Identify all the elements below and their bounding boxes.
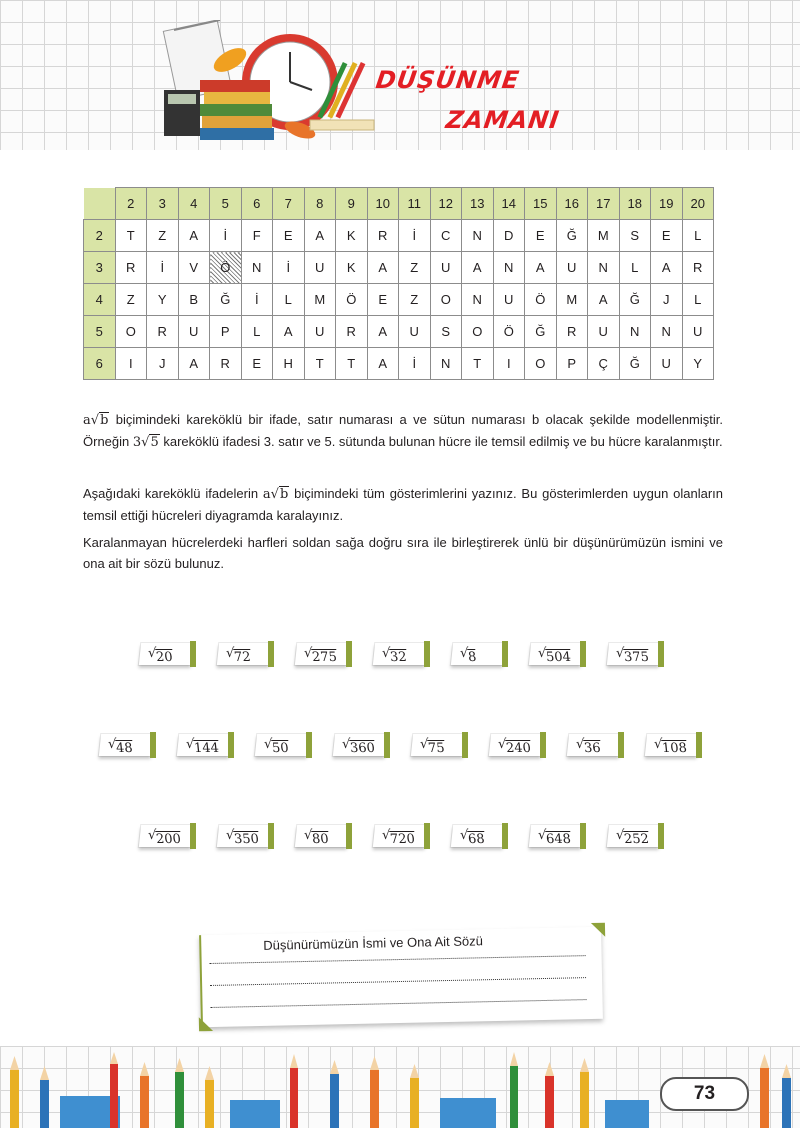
grid-cell: A (178, 348, 210, 380)
grid-cell: E (241, 348, 273, 380)
grid-cell: Z (399, 252, 431, 284)
grid-cell: O (430, 284, 462, 316)
grid-cell: K (336, 220, 368, 252)
grid-cell: N (462, 284, 494, 316)
radical-card: √ 8 (451, 643, 505, 665)
corner-accent (199, 1017, 213, 1031)
grid-cell: Z (147, 220, 179, 252)
grid-column-header: 13 (462, 188, 494, 220)
grid-cell: I (493, 348, 525, 380)
grid-cell: A (588, 284, 620, 316)
radical-card: √ 48 (99, 734, 153, 756)
pencil-icon (760, 1054, 769, 1128)
pencil-icon (175, 1058, 184, 1128)
pencil-icon (40, 1066, 49, 1128)
grid-cell: E (367, 284, 399, 316)
instruction-paragraph-2: Aşağıdaki kareköklü ifadelerin a√b biçimindeki tüm gösterimlerini yazınız. Bu gösterimlerden uygun olanların temsil ettiği hücreleri diyagramda karalayınız. (83, 486, 723, 523)
page-number: 73 (660, 1077, 749, 1111)
grid-cell: Y (147, 284, 179, 316)
radical-card: √ 68 (451, 825, 505, 847)
grid-cell: R (336, 316, 368, 348)
grid-cell: İ (399, 348, 431, 380)
pencil-icon (545, 1062, 554, 1128)
grid-cell: Y (682, 348, 714, 380)
instruction-paragraph-1: a√b biçimindeki kareköklü bir ifade, satır numarası a ve sütun numarası b olacak şekilde modellenmiştir. Örneğin 3√5 kareköklü ifadesi 3. satır ve 5. sütunda bulunan hücre ile temsil edilmiş ve bu hücre karalanmıştır. (83, 412, 723, 450)
grid-cell: İ (147, 252, 179, 284)
radical-card: √ 350 (217, 825, 271, 847)
grid-cell: L (619, 252, 651, 284)
answer-line[interactable] (210, 955, 586, 964)
grid-column-header: 6 (241, 188, 273, 220)
page-title-line1: DÜŞÜNME (374, 66, 522, 94)
grid-cell: Ğ (210, 284, 242, 316)
grid-cell: T (115, 220, 147, 252)
grid-cell: R (147, 316, 179, 348)
ruler-icon (230, 1100, 280, 1128)
grid-cell: P (210, 316, 242, 348)
radical-expression: a√b (83, 413, 109, 428)
grid-column-header: 8 (304, 188, 336, 220)
pencil-icon (410, 1064, 419, 1128)
grid-cell: E (273, 220, 305, 252)
grid-cell: Ö (525, 284, 557, 316)
grid-cell: A (525, 252, 557, 284)
grid-column-header: 12 (430, 188, 462, 220)
grid-cell: L (273, 284, 305, 316)
radical-expression: a√b (262, 487, 289, 502)
answer-box (199, 927, 603, 1027)
corner-accent (591, 923, 605, 937)
grid-column-header: 9 (336, 188, 368, 220)
pencil-icon (370, 1056, 379, 1128)
page-title-line2: ZAMANI (444, 106, 562, 134)
pencil-icon (510, 1052, 518, 1128)
grid-cell: M (556, 284, 588, 316)
grid-cell: C (430, 220, 462, 252)
grid-cell: İ (241, 284, 273, 316)
grid-cell: S (619, 220, 651, 252)
grid-column-header: 11 (399, 188, 431, 220)
grid-cell: U (588, 316, 620, 348)
grid-cell: H (273, 348, 305, 380)
grid-column-header: 5 (210, 188, 242, 220)
grid-cell: U (430, 252, 462, 284)
grid-row-header: 3 (84, 252, 116, 284)
grid-cell: İ (210, 220, 242, 252)
grid-corner (84, 188, 116, 220)
radical-card: √ 108 (645, 734, 699, 756)
grid-cell: M (588, 220, 620, 252)
radical-card: √ 240 (489, 734, 543, 756)
ruler-icon (310, 120, 374, 130)
grid-cell: T (462, 348, 494, 380)
grid-column-header: 3 (147, 188, 179, 220)
radical-card: √ 144 (177, 734, 231, 756)
grid-cell: D (493, 220, 525, 252)
grid-column-header: 15 (525, 188, 557, 220)
grid-cell: N (651, 316, 683, 348)
instruction-paragraph-3: Karalanmayan hücrelerdeki harfleri soldan sağa doğru sıra ile birleştirerek ünlü bir düşünürümüzün ismini ve ona ait bir sözü bulunuz. (83, 535, 723, 571)
grid-row (84, 252, 714, 284)
pencil-icon (205, 1066, 214, 1128)
radical-card: √ 360 (333, 734, 387, 756)
grid-cell: L (682, 220, 714, 252)
grid-cell: M (304, 284, 336, 316)
radical-card: √ 80 (295, 825, 349, 847)
grid-cell: E (651, 220, 683, 252)
school-supplies-illustration (160, 20, 380, 145)
pencil-icon (580, 1058, 589, 1128)
grid-cell: Ğ (556, 220, 588, 252)
radical-card: √ 36 (567, 734, 621, 756)
ruler-icon (605, 1100, 649, 1128)
grid-row (84, 284, 714, 316)
grid-row-header: 2 (84, 220, 116, 252)
radical-card: √ 375 (607, 643, 661, 665)
radical-card: √ 50 (255, 734, 309, 756)
grid-cell: Z (115, 284, 147, 316)
grid-cell: L (682, 284, 714, 316)
grid-cell: U (178, 316, 210, 348)
radical-card: √ 504 (529, 643, 583, 665)
grid-cell: N (588, 252, 620, 284)
grid-cell: A (367, 316, 399, 348)
ruler-icon (440, 1098, 496, 1128)
grid-cell: A (651, 252, 683, 284)
grid-column-header: 16 (556, 188, 588, 220)
grid-cell: İ (399, 220, 431, 252)
grid-cell: A (367, 252, 399, 284)
grid-cell: N (462, 220, 494, 252)
grid-cell: A (304, 220, 336, 252)
grid-cell: N (241, 252, 273, 284)
grid-cell: İ (273, 252, 305, 284)
grid-cell: J (147, 348, 179, 380)
grid-column-header: 2 (115, 188, 147, 220)
grid-cell: R (115, 252, 147, 284)
grid-cell: Ğ (619, 348, 651, 380)
grid-cell: Z (399, 284, 431, 316)
grid-cell: U (304, 252, 336, 284)
pencil-icon (290, 1054, 298, 1128)
letter-grid (83, 187, 714, 380)
pencil-icon (330, 1060, 339, 1128)
grid-column-header-row (84, 188, 714, 220)
grid-cell: V (178, 252, 210, 284)
grid-cell: T (304, 348, 336, 380)
pencil-icon (110, 1052, 118, 1128)
radical-card: √ 72 (217, 643, 271, 665)
radical-card: √ 648 (529, 825, 583, 847)
radical-card: √ 20 (139, 643, 193, 665)
grid-column-header: 14 (493, 188, 525, 220)
grid-cell: U (399, 316, 431, 348)
radical-card: √ 720 (373, 825, 427, 847)
grid-cell: O (525, 348, 557, 380)
grid-cell: P (556, 348, 588, 380)
grid-cell: A (462, 252, 494, 284)
grid-column-header: 7 (273, 188, 305, 220)
grid-column-header: 10 (367, 188, 399, 220)
radical-card: √ 32 (373, 643, 427, 665)
grid-cell: U (682, 316, 714, 348)
grid-column-header: 20 (682, 188, 714, 220)
grid-cell: R (210, 348, 242, 380)
grid-cell: E (525, 220, 557, 252)
grid-cell: Ç (588, 348, 620, 380)
pencil-icon (782, 1064, 791, 1128)
grid-column-header: 19 (651, 188, 683, 220)
grid-cell: A (367, 348, 399, 380)
grid-cell: N (430, 348, 462, 380)
grid-cell: Ğ (525, 316, 557, 348)
grid-row-header: 6 (84, 348, 116, 380)
grid-cell: R (556, 316, 588, 348)
radical-card: √ 200 (139, 825, 193, 847)
pencil-icon (10, 1056, 19, 1128)
grid-cell: A (273, 316, 305, 348)
answer-line[interactable] (211, 999, 587, 1008)
answer-box-title: Düşünürümüzün İsmi ve Ona Ait Sözü (263, 933, 484, 953)
pencil-icon (140, 1062, 149, 1128)
radical-card: √ 75 (411, 734, 465, 756)
grid-cell: J (651, 284, 683, 316)
grid-cell: K (336, 252, 368, 284)
grid-cell: R (367, 220, 399, 252)
grid-cell: O (462, 316, 494, 348)
grid-cell: L (241, 316, 273, 348)
answer-line[interactable] (210, 977, 586, 986)
grid-cell: Ö (493, 316, 525, 348)
radical-example: 3√5 (132, 435, 159, 450)
grid-cell: Ö (336, 284, 368, 316)
radical-card: √ 252 (607, 825, 661, 847)
books-stack-icon (198, 80, 274, 140)
grid-row (84, 316, 714, 348)
radical-card: √ 275 (295, 643, 349, 665)
grid-cell: F (241, 220, 273, 252)
grid-cell: T (336, 348, 368, 380)
grid-row (84, 348, 714, 380)
grid-cell: U (493, 284, 525, 316)
grid-cell: S (430, 316, 462, 348)
grid-cell-shaded: Ö (210, 252, 242, 284)
grid-cell: I (115, 348, 147, 380)
grid-column-header: 17 (588, 188, 620, 220)
grid-row-header: 4 (84, 284, 116, 316)
grid-cell: A (178, 220, 210, 252)
grid-cell: N (619, 316, 651, 348)
grid-row-header: 5 (84, 316, 116, 348)
grid-cell: U (651, 348, 683, 380)
grid-column-header: 4 (178, 188, 210, 220)
grid-cell: N (493, 252, 525, 284)
grid-column-header: 18 (619, 188, 651, 220)
grid-cell: O (115, 316, 147, 348)
grid-cell: Ğ (619, 284, 651, 316)
grid-cell: R (682, 252, 714, 284)
calculator-icon (164, 90, 200, 136)
grid-row (84, 220, 714, 252)
grid-cell: B (178, 284, 210, 316)
grid-cell: U (556, 252, 588, 284)
grid-cell: U (304, 316, 336, 348)
